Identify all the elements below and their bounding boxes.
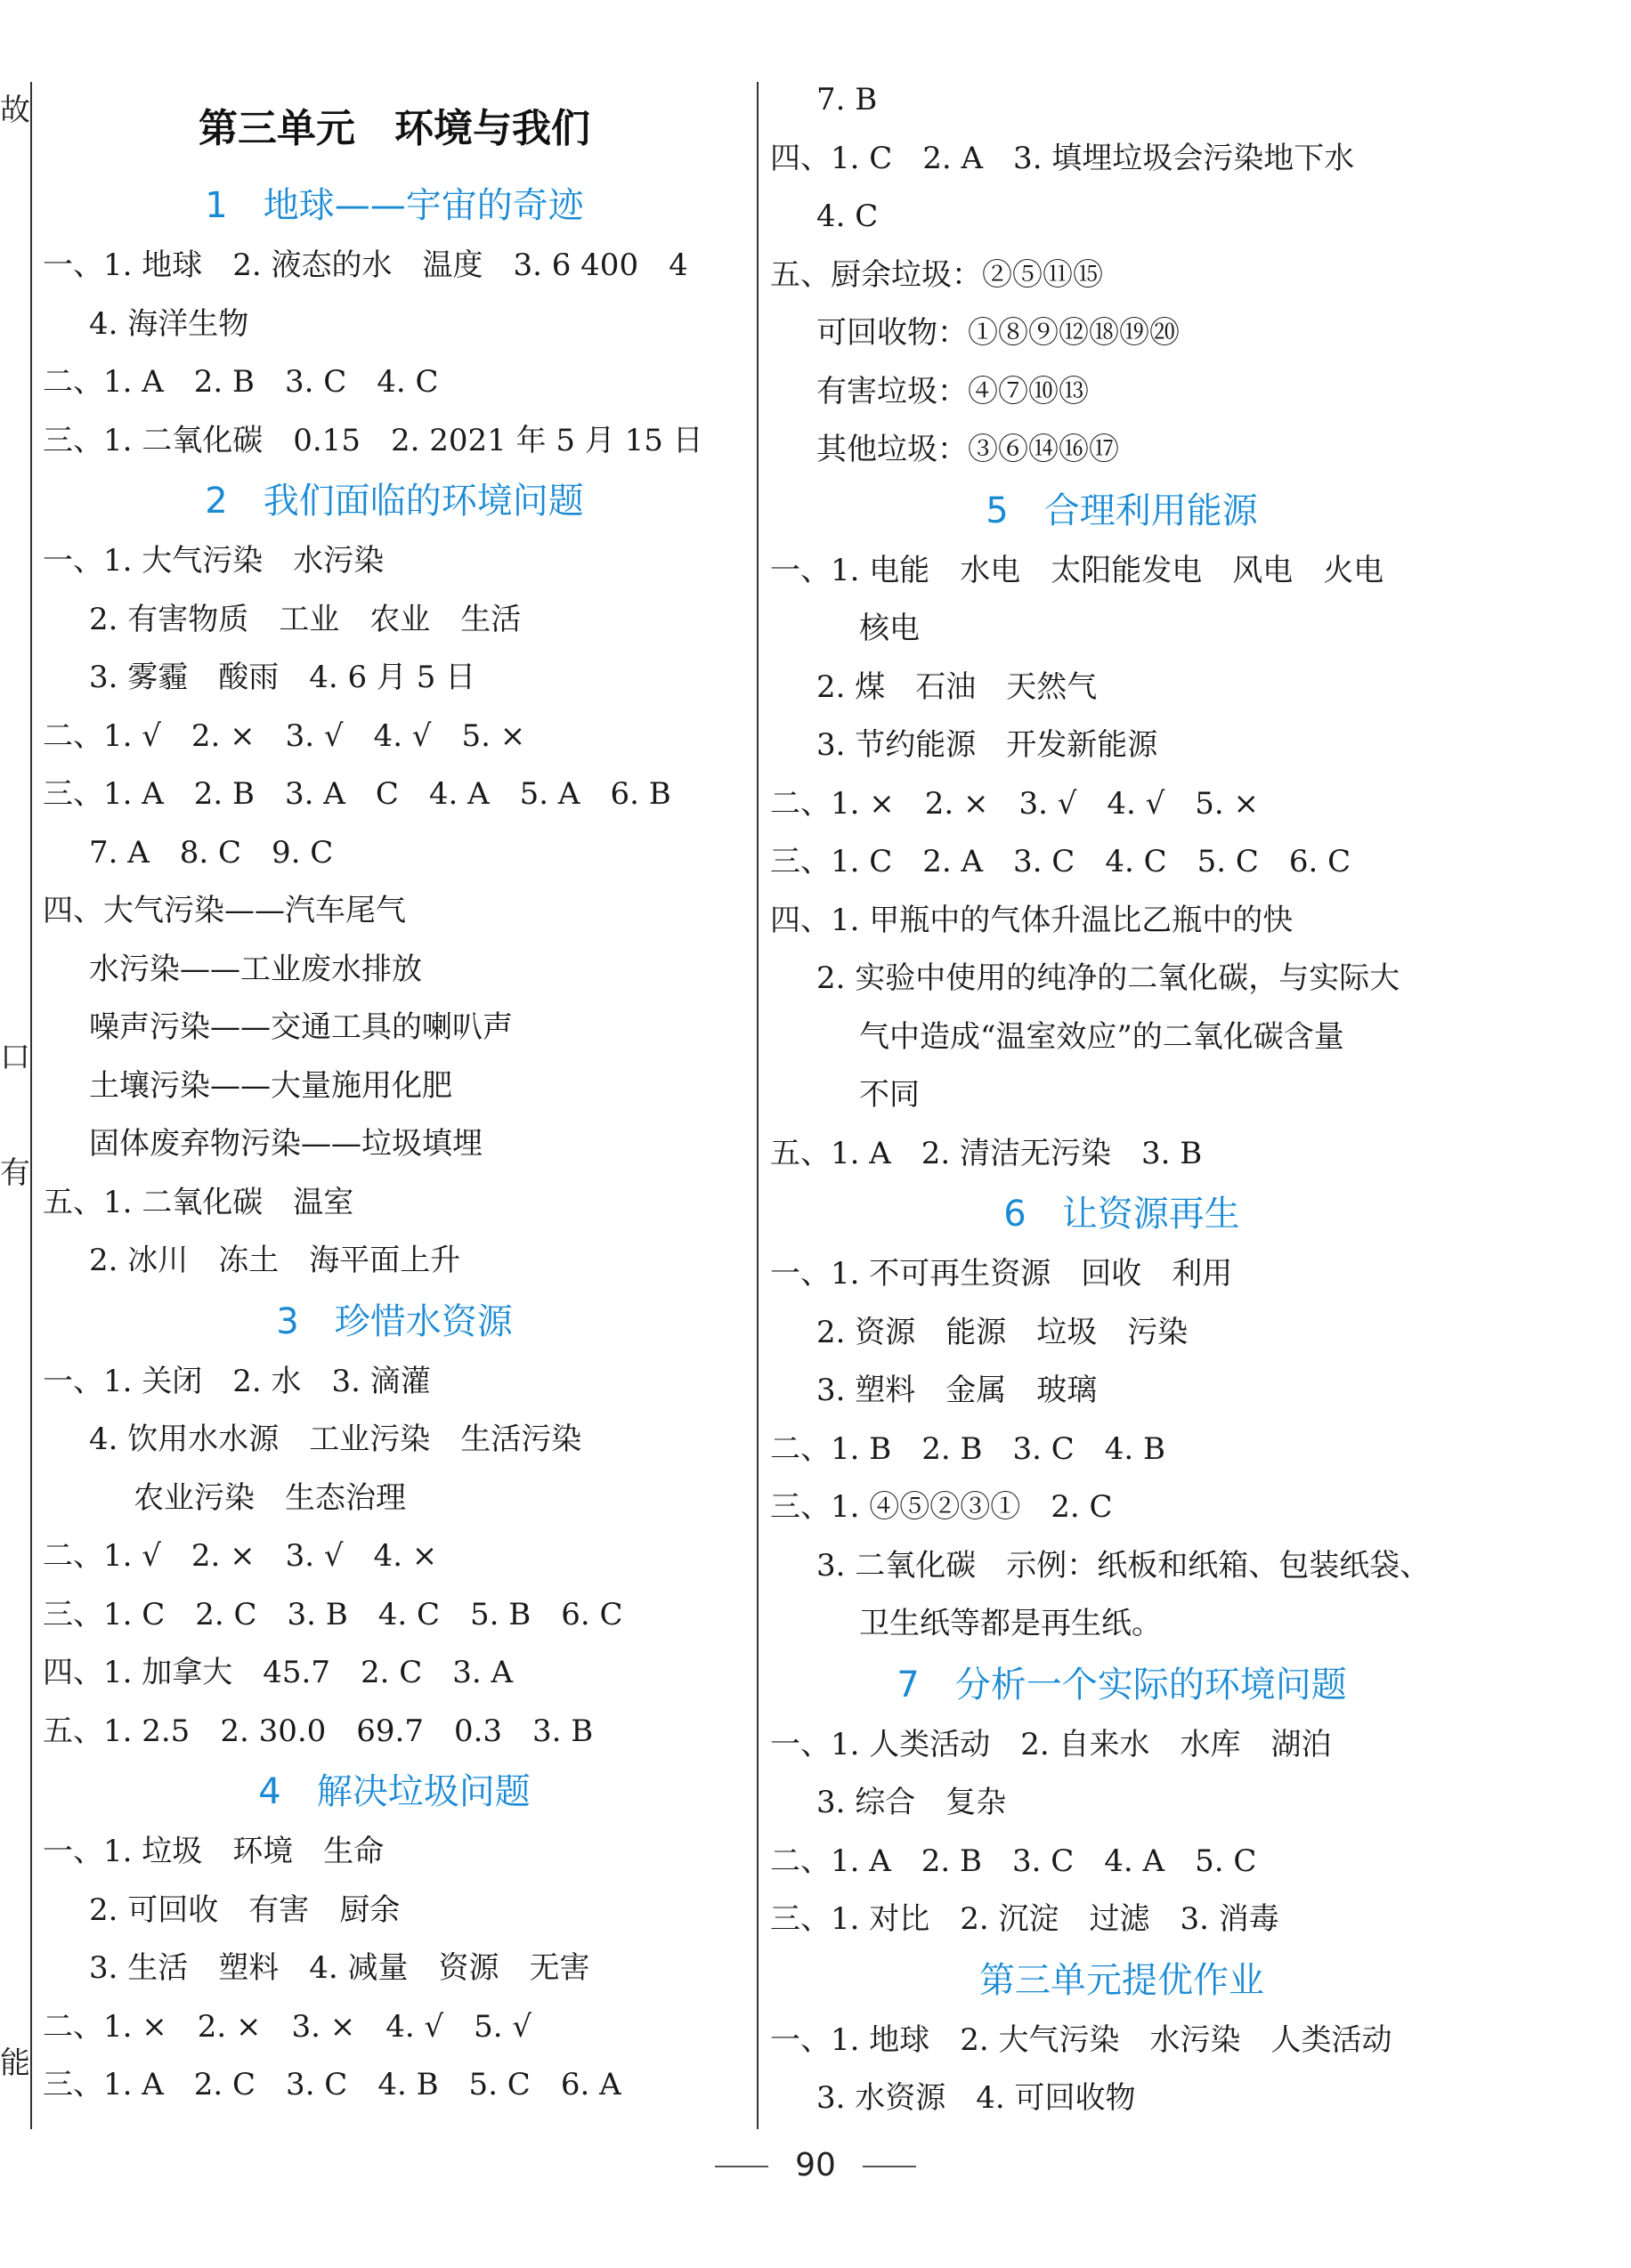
left-margin-rule (30, 82, 32, 2129)
answer-line: 五、厨余垃圾：②⑤⑪⑮ (770, 256, 1103, 293)
answer-line: 二、1. A 2. B 3. C 4. A 5. C (770, 1843, 1257, 1879)
answer-line: 三、1. C 2. C 3. B 4. C 5. B 6. C (43, 1596, 623, 1632)
section-heading: 2 我们面临的环境问题 (205, 481, 584, 522)
right-column-body (770, 71, 1473, 2128)
answer-line: 一、1. 不可再生资源 回收 利用 (770, 1256, 1233, 1292)
answer-line: 五、1. A 2. 清洁无污染 3. B (770, 1135, 1203, 1171)
answer-line: 4. C (816, 198, 879, 234)
answer-line: 一、1. 关闭 2. 水 3. 滴灌 (43, 1363, 431, 1399)
answer-line: 2. 有害物质 工业 农业 生活 (89, 601, 522, 637)
answer-line: 卫生纸等都是再生纸。 (859, 1606, 1162, 1641)
answer-line: 三、1. A 2. B 3. A C 4. A 5. A 6. B (43, 776, 671, 812)
answer-line: 一、1. 人类活动 2. 自来水 水库 湖泊 (770, 1726, 1332, 1762)
column-divider (757, 82, 759, 2129)
answer-line: 2. 可回收 有害 厨余 (89, 1891, 401, 1928)
page-number: 90 (795, 2147, 836, 2183)
edge-char-1: 故 (0, 93, 30, 128)
left-column (43, 71, 746, 2115)
answer-line: 3. 塑料 金属 玻璃 (816, 1373, 1098, 1408)
answer-line: 水污染——工业废水排放 (89, 951, 422, 987)
answer-line: 不同 (859, 1077, 920, 1113)
answer-line: 2. 资源 能源 垃圾 污染 (816, 1314, 1189, 1350)
answer-line: 可回收物：①⑧⑨⑫⑱⑲⑳ (816, 315, 1180, 351)
section-heading: 5 合理利用能源 (986, 490, 1258, 531)
answer-line: 一、1. 地球 2. 大气污染 水污染 人类活动 (770, 2021, 1392, 2058)
answer-line: 五、1. 二氧化碳 温室 (43, 1184, 354, 1220)
edge-char-4: 能 (0, 2045, 30, 2081)
answer-line: 4. 海洋生物 (89, 305, 249, 342)
answer-line: 2. 煤 石油 天然气 (816, 668, 1098, 705)
answer-line: 四、1. 加拿大 45.7 2. C 3. A (43, 1655, 514, 1690)
answer-line: 二、1. √ 2. × 3. √ 4. √ 5. × (43, 717, 526, 754)
answer-line: 四、大气污染——汽车尾气 (43, 893, 406, 928)
section-heading: 7 分析一个实际的环境问题 (897, 1664, 1347, 1705)
answer-line: 2. 冰川 冻土 海平面上升 (89, 1243, 461, 1278)
answer-line: 一、1. 垃圾 环境 生命 (43, 1834, 385, 1869)
footer-dash-right (863, 2166, 916, 2167)
answer-line: 三、1. 二氧化碳 0.15 2. 2021 年 5 月 15 日 (43, 422, 703, 458)
answer-line: 3. 综合 复杂 (816, 1785, 1007, 1820)
answer-line: 二、1. √ 2. × 3. √ 4. × (43, 1538, 438, 1574)
answer-line: 其他垃圾：③⑥⑭⑯⑰ (816, 432, 1119, 467)
answer-line: 一、1. 大气污染 水污染 (43, 543, 385, 579)
section-heading: 1 地球——宇宙的奇迹 (205, 185, 584, 226)
answer-line: 3. 节约能源 开发新能源 (816, 727, 1158, 763)
answer-line: 二、1. B 2. B 3. C 4. B (770, 1430, 1165, 1467)
answer-line: 二、1. × 2. × 3. × 4. √ 5. √ (43, 2008, 532, 2045)
answer-line: 7. B (816, 82, 878, 117)
answer-line: 噪声污染——交通工具的喇叭声 (89, 1009, 513, 1045)
edge-char-2: 口 (0, 1040, 30, 1075)
page-footer (0, 2147, 1631, 2183)
answer-line: 四、1. 甲瓶中的气体升温比乙瓶中的快 (770, 902, 1294, 938)
left-column-body (43, 174, 746, 2115)
answer-line: 二、1. × 2. × 3. √ 4. √ 5. × (770, 785, 1260, 822)
answer-line: 三、1. 对比 2. 沉淀 过滤 3. 消毒 (770, 1901, 1279, 1937)
answer-line: 四、1. C 2. A 3. 填埋垃圾会污染地下水 (770, 140, 1355, 176)
answer-line: 3. 生活 塑料 4. 减量 资源 无害 (89, 1950, 590, 1986)
answer-line: 有害垃圾：④⑦⑩⑬ (816, 373, 1089, 409)
unit-title: 第三单元 环境与我们 (199, 106, 590, 151)
answer-line: 固体废弃物污染——垃圾填埋 (89, 1126, 483, 1162)
answer-line: 三、1. A 2. C 3. C 4. B 5. C 6. A (43, 2067, 621, 2102)
answer-line: 3. 二氧化碳 示例：纸板和纸箱、包装纸袋、 (816, 1547, 1431, 1584)
answer-line: 三、1. ④⑤②③① 2. C (770, 1489, 1113, 1525)
answer-line: 气中造成“温室效应”的二氧化碳含量 (859, 1018, 1344, 1055)
section-heading: 3 珍惜水资源 (276, 1300, 513, 1342)
answer-line: 3. 雾霾 酸雨 4. 6 月 5 日 (89, 660, 476, 695)
answer-line: 一、1. 地球 2. 液态的水 温度 3. 6 400 4 (43, 247, 688, 283)
answer-line: 2. 实验中使用的纯净的二氧化碳，与实际大 (816, 960, 1400, 996)
answer-line: 核电 (859, 611, 920, 646)
section-heading: 4 解决垃圾问题 (258, 1771, 531, 1812)
answer-line: 3. 水资源 4. 可回收物 (816, 2080, 1136, 2116)
answer-line: 一、1. 电能 水电 太阳能发电 风电 火电 (770, 552, 1384, 588)
edge-char-3: 有 (0, 1155, 30, 1191)
answer-line: 五、1. 2.5 2. 30.0 69.7 0.3 3. B (43, 1713, 594, 1749)
answer-line: 农业污染 生态治理 (134, 1479, 406, 1516)
answer-line: 二、1. A 2. B 3. C 4. C (43, 364, 439, 400)
answer-line: 7. A 8. C 9. C (89, 834, 334, 871)
section-heading: 第三单元提优作业 (979, 1959, 1264, 2001)
answer-line: 三、1. C 2. A 3. C 4. C 5. C 6. C (770, 844, 1351, 879)
right-column (770, 71, 1473, 2128)
answer-line: 4. 饮用水水源 工业污染 生活污染 (89, 1422, 582, 1457)
section-heading: 6 让资源再生 (1003, 1194, 1240, 1235)
answer-line: 土壤污染——大量施用化肥 (89, 1067, 452, 1104)
footer-dash-left (715, 2166, 768, 2167)
